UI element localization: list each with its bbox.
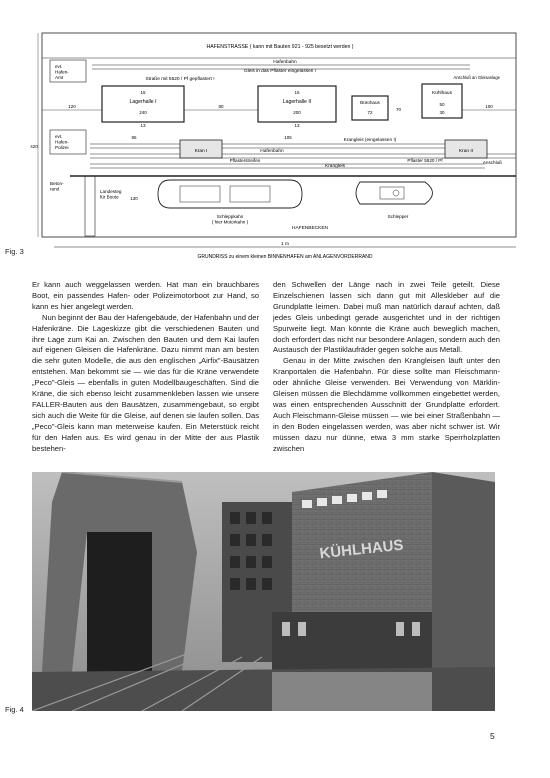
svg-text:105: 105 (284, 135, 292, 140)
kran-1-label: Kran I (194, 149, 208, 154)
lagerhalle-2-label: Lagerhalle II (282, 99, 312, 105)
krangleis2-label: Krangleis (325, 164, 345, 169)
anschluss-bottom-label: Anschluß (482, 160, 502, 165)
hafenbecken-label: HAFENBECKEN (292, 226, 328, 231)
schlepper-label: Schlepper (387, 214, 409, 219)
svg-text:95: 95 (131, 135, 137, 140)
hafenbahn-mid-label: Hafenbahn (260, 149, 284, 154)
gleis-pflaster-label: Gleis in das Pflaster eingelassen ! (243, 69, 317, 74)
svg-text:13: 13 (294, 123, 300, 128)
betonrand-label: Beton-rand (50, 181, 64, 192)
pflaster-label: Pflaster 5520 / Pf (407, 158, 443, 163)
harbor-model-photo (32, 472, 495, 711)
svg-text:72: 72 (367, 110, 373, 115)
svg-text:50: 50 (439, 102, 445, 107)
svg-text:70: 70 (396, 107, 402, 112)
svg-text:100: 100 (485, 104, 493, 109)
svg-text:13: 13 (140, 123, 146, 128)
right-paragraph-2: Genau in der Mitte zwischen den Krangleisen läuft unter den Kranportalen die Hafenbahn. Für diese sollte man Fleischmann- oder ähnliche Gleise verwenden. Bei Verwendung von Märklin-Gleisen müssen die Blechdämme vollkommen eingebettet werden, was einen entsprechenden Ausschnitt der Grundplatte erfordert. Auch Fleischmann-Gleise müssen — wie bei einer Straßenbahn — in den Boden eingelassen werden, was aber nicht schwer ist. Wir müssen dazu nur dünne, etwa 3 mm starke Sperrholzplatten zwischen (273, 356, 500, 453)
fig4-label: Fig. 4 (5, 705, 24, 714)
hafenpolizei-label: evt. Hafen-Polizei (55, 134, 69, 150)
landesteg-box (85, 176, 95, 236)
fig3-label: Fig. 3 (5, 247, 24, 256)
lagerhalle-1-label: Lagerhalle I (129, 99, 157, 105)
scale-label: 1 m (281, 242, 289, 247)
svg-text:80: 80 (218, 104, 224, 109)
plan-caption: GRUNDRISS zu einem kleinen BINNENHAFEN am ANLAGENVORDERRAND (197, 254, 373, 260)
hafenamt-label: evt. Hafen-Amt (55, 64, 69, 80)
page-number: 5 (490, 731, 495, 741)
street-label: HAFENSTRASSE ( kann mit Bauten 921 - 925 besetzt werden ) (206, 44, 354, 50)
krangleis-label: Krangleis (eingelassen !) (343, 138, 397, 143)
kran-2-label: Kran II (458, 149, 474, 154)
schleppkahn-label: Schleppkahn ( hier Motorkahn ) (211, 214, 249, 225)
hafenbahn-top-label: Hafenbahn (273, 60, 297, 65)
strasse-pflaster-label: Straße mit 5520 / Pf gepflastert ! (145, 77, 215, 82)
pflasterstreifen-label: Pflasterstreifen (229, 158, 261, 163)
right-paragraph-1: den Schwellen der Länge nach in zwei Teile geteilt. Diese Einzelschienen lassen sich dann gut mit Alleskleber auf die Grundplatte leimen. Dabei muß man natürlich darauf achten, daß jedes Gleis unbedingt gerade ausgerichtet und in der richtigen Spurweite liegt. Man könnte die Kräne auch beweglich machen, doch erfordert das nicht nur besondere Anlagen, sondern auch den Austausch der Plastiklaufräder gegen solche aus Metall. (273, 280, 500, 355)
svg-text:120: 120 (68, 104, 76, 109)
svg-text:30: 30 (439, 110, 445, 115)
svg-text:200: 200 (293, 110, 301, 115)
schlepper-tug (356, 182, 433, 204)
svg-text:15: 15 (140, 90, 146, 95)
svg-text:240: 240 (139, 110, 147, 115)
kuehlhaus-sign: KÜHLHAUS (318, 536, 405, 563)
left-paragraph-1: Er kann auch weggelassen werden. Hat man ein brauchbares Boot, ein passendes Hafen- oder Polizeimotorboot zur Hand, so kann es hier angelegt werden. (32, 280, 259, 311)
right-text-column (273, 280, 500, 455)
kuehlhaus-label: Kühlhaus (431, 91, 453, 96)
svg-text:130: 130 (130, 196, 138, 201)
harbor-floor-plan (30, 28, 520, 264)
left-text-column (32, 280, 259, 455)
landesteg-label: Landesteg für Boote (100, 189, 122, 200)
buerohaus-label: Bürohaus (360, 100, 380, 105)
anschluss-top-label: Anschluß an Gleisanlage (453, 75, 500, 80)
svg-text:420: 420 (30, 144, 38, 149)
left-paragraph-2: Nun beginnt der Bau der Hafengebäude, der Hafenbahn und der Hafenkräne. Die Lageskizze gibt die verschiedenen Bauten und ihre Lage zum Kai an. Zwischen den Bauten und dem Kai laufen auf eigenen Gleisen die Hafenkräne. Dazu nimmt man am besten die sehr guten Modelle, die aus den englischen „Airfix"-Bausätzen entstehen. Man bekommt sie — wie das für die Kräne verwendete „Peco"-Gleis — ebenfalls in guten Modellbaugeschäften. Sind die Kräne, die sich ebenso leicht zusammenkleben lassen wie unsere FALLER-Bauten aus den Bausätzen, zusammengebaut, so ergibt sich auch die Weite für die Gleise, auf denen sie laufen sollen. Das „Peco"-Gleis kann man meterweise kaufen. Ein Meterstück reicht für den Hafen aus. Es wird genau in der Mitte der aus Plastik bestehen- (32, 312, 260, 453)
svg-text:15: 15 (294, 90, 300, 95)
